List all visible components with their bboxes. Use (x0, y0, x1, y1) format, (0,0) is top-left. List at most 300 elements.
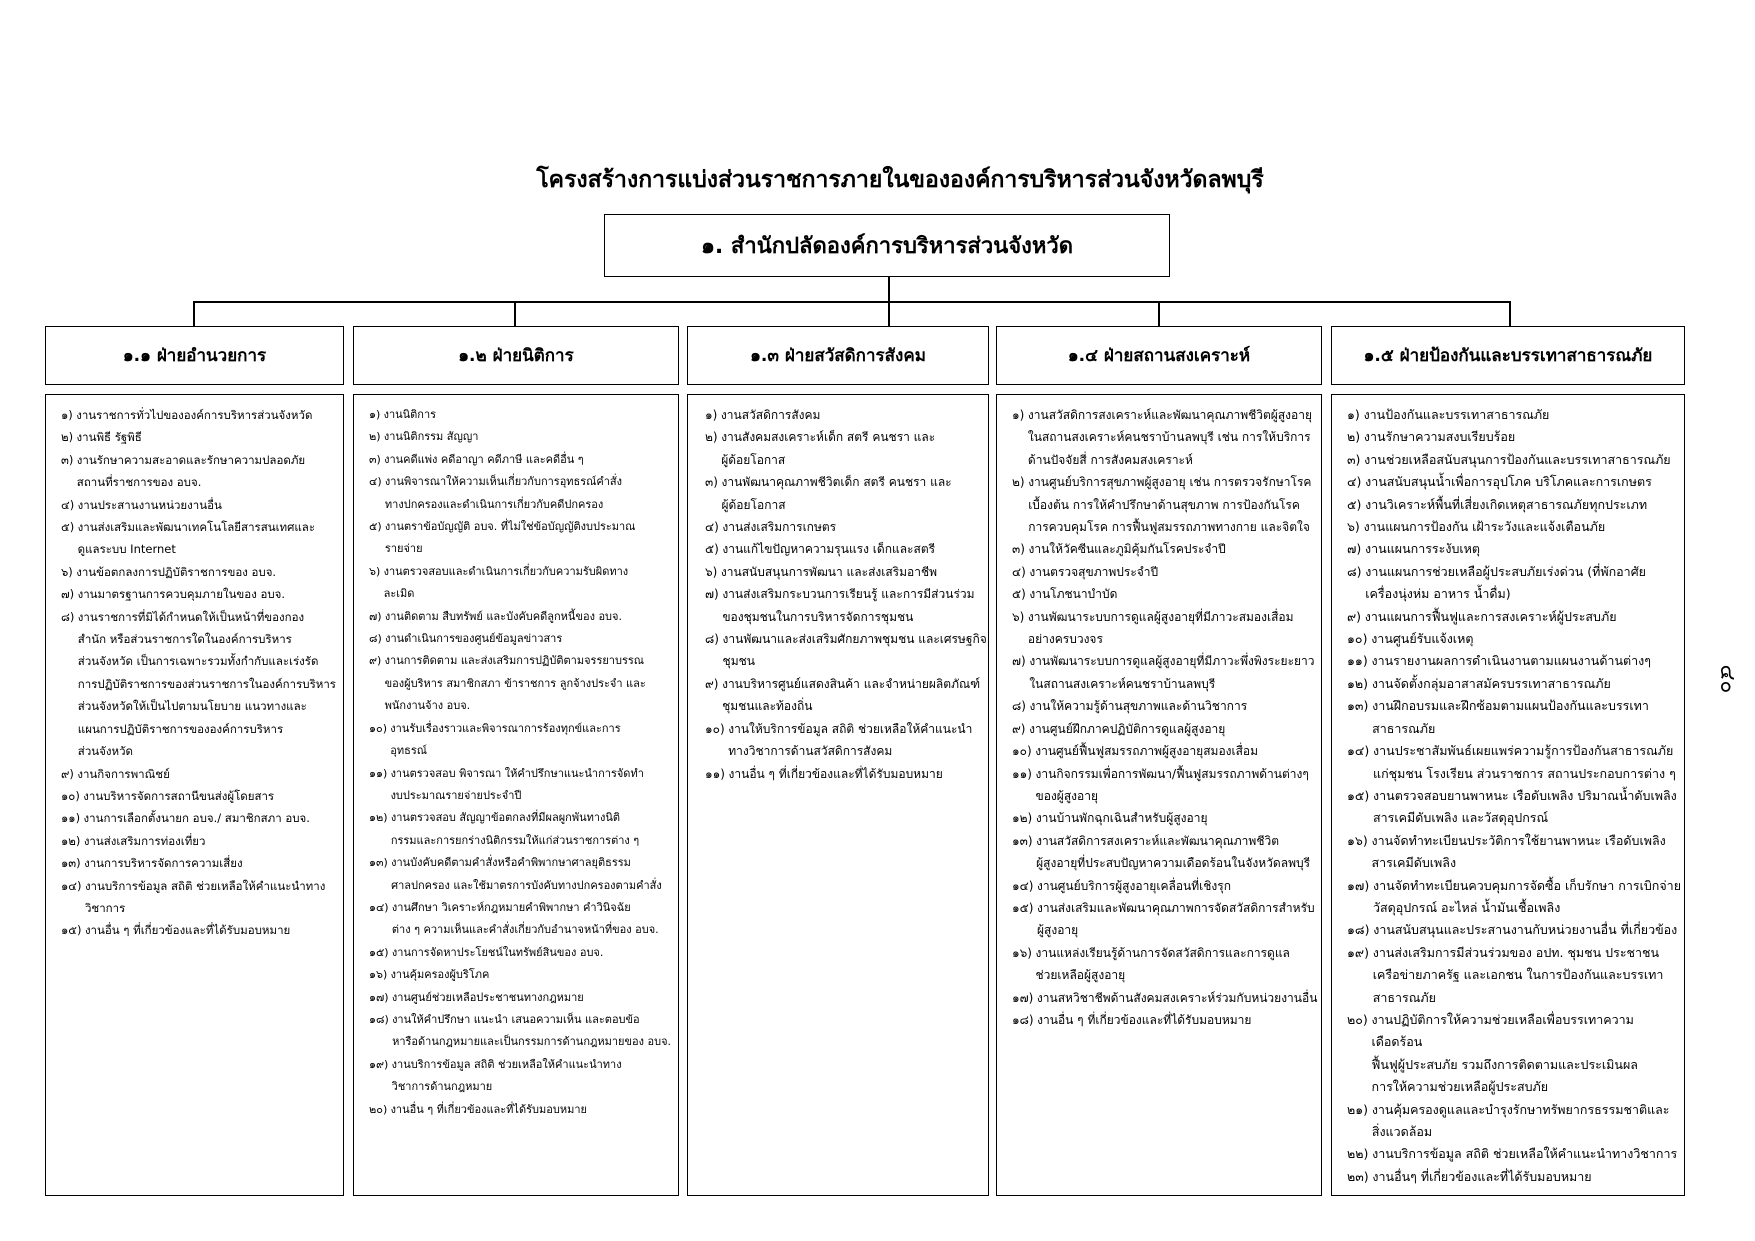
item-number: ๑๗) (1012, 990, 1034, 1005)
item-text-line: งานป้องกันและบรรเทาสาธารณภัย (1363, 407, 1550, 422)
item-text (1364, 404, 1550, 426)
list-item (705, 561, 982, 583)
item-text (1373, 740, 1676, 785)
item-number: ๑๐) (705, 721, 725, 736)
item-text (1029, 561, 1158, 583)
item-text (77, 426, 142, 448)
item-text (729, 763, 943, 785)
list-item (369, 426, 672, 448)
division-task-list (45, 394, 344, 1196)
item-text-line: ส่วนจังหวัด เป็นการเฉพาะรวมทั้งกำกับและเร่งรัด (77, 654, 319, 669)
item-number: ๘) (1347, 563, 1362, 579)
item-text (1036, 830, 1310, 875)
list-item (369, 852, 672, 897)
item-number: ๙) (369, 654, 382, 668)
item-number: ๒๐) (1347, 1011, 1368, 1027)
item-text-line: งานส่งเสริมการท่องเที่ยว (83, 833, 206, 848)
item-number: ๑๕) (369, 945, 389, 959)
item-text-line: งานแผนการป้องกัน เฝ้าระวังและแจ้งเตือนภัย (1363, 519, 1606, 535)
list-item (61, 516, 337, 561)
item-text-line: งานฝึกอบรมและฝึกซ้อมตามแผนป้องกันและบรรเทา (1372, 698, 1649, 714)
item-number: ๕) (1012, 587, 1026, 602)
item-text-line: งานตรวจสอบและดำเนินการเกี่ยวกับความรับผิดทาง (383, 564, 629, 578)
page-number: ๔๐ (1716, 664, 1740, 694)
item-text-line: งานพัฒนาและส่งเสริมศักยภาพชุมชน และเศรษฐกิจ (722, 632, 987, 647)
list-item (1347, 628, 1678, 650)
list-item (705, 471, 982, 516)
item-text (384, 426, 479, 448)
item-text-line: พนักงานจ้าง อบจ. (384, 699, 471, 713)
item-text-line: งานตรวจสอบ พิจารณา ให้คำปรึกษาแนะนำการจัดทำ (390, 766, 644, 780)
item-text-line: แผนการปฏิบัติราชการขององค์การบริหาร (77, 721, 284, 736)
item-text-line: ชุมชน (722, 654, 755, 669)
list-item (1347, 538, 1678, 560)
item-number: ๙) (705, 676, 719, 691)
item-number: ๑๒) (1012, 811, 1033, 826)
list-item (369, 628, 672, 650)
item-text-line: งานอื่น ๆ ที่เกี่ยวข้องและที่ได้รับมอบหมาย (84, 923, 291, 938)
list-item (1012, 875, 1315, 897)
item-number: ๕) (369, 520, 382, 534)
list-item (705, 538, 982, 560)
item-text-line: ของผู้บริหาร สมาชิกสภา ข้าราชการ ลูกจ้างประจำ และ (384, 676, 646, 690)
item-text (1372, 695, 1649, 740)
item-text-line: สาธารณภัย (1372, 989, 1436, 1005)
list-item (61, 807, 337, 829)
item-text (1372, 1009, 1638, 1099)
item-number: ๑๙) (1347, 944, 1369, 960)
item-number: ๗) (1347, 541, 1362, 557)
item-text (385, 471, 622, 516)
item-text-line: งานการติดตาม และส่งเสริมการปฏิบัติตามจรรยาบรรณ (384, 654, 644, 668)
item-text (384, 404, 436, 426)
connector-line (888, 277, 890, 302)
item-text-line: เครือข่ายภาครัฐ และเอกชน ในการป้องกันและบรรเทา (1372, 967, 1664, 983)
item-text-line: งานติดตาม สืบทรัพย์ และบังคับคดีลูกหนี้ของ อบจ. (384, 609, 622, 623)
item-text-line: ของชุมชนในการบริหารจัดการชุมชน (722, 609, 914, 624)
item-text (1028, 471, 1311, 538)
item-text-line: ฟื้นฟูผู้ประสบภัย รวมถึงการติดตามและประเมินผล (1371, 1056, 1638, 1072)
item-number: ๙) (61, 766, 74, 781)
item-text-line: งานบริการข้อมูล สถิติ ช่วยเหลือให้คำแนะนำทางวิชาการ (1372, 1146, 1678, 1162)
item-number: ๗) (705, 587, 719, 602)
item-text-line: ผู้ด้อยโอกาส (721, 497, 786, 512)
item-text-line: งานศูนย์บริการผู้สูงอายุเคลื่อนที่เชิงรุก (1036, 878, 1231, 893)
item-text-line: วิชาการด้านกฎหมาย (391, 1080, 493, 1094)
item-text-line: ต่าง ๆ ความเห็นและคำสั่งเกี่ยวกับอำนาจหน้าที่ของ อบจ. (391, 923, 659, 937)
item-text-line: งานราชการที่มิได้กำหนดให้เป็นหน้าที่ของกอง (77, 609, 305, 624)
item-text (728, 718, 972, 763)
connector-line (193, 301, 1511, 303)
list-item (1347, 606, 1678, 628)
item-text-line: งานมาตรฐานการควบคุมภายในของ อบจ. (77, 587, 286, 602)
list-item (61, 449, 337, 494)
list-item (1012, 650, 1315, 695)
item-text-line: งานแผนการช่วยเหลือผู้ประสบภัยเร่งด่วน (ที่พักอาศัย (1365, 563, 1646, 579)
item-text (84, 852, 243, 874)
item-text (722, 673, 980, 718)
item-number: ๕) (1347, 496, 1362, 512)
list-item (1012, 763, 1315, 808)
item-number: ๘) (1012, 699, 1026, 714)
item-text (392, 897, 659, 942)
list-item (1347, 740, 1678, 785)
list-item (705, 673, 982, 718)
list-item (1012, 830, 1315, 875)
item-text (76, 561, 276, 583)
item-number: ๑๐) (61, 788, 80, 803)
item-number: ๑๔) (1347, 743, 1370, 759)
item-text-line: งานศูนย์ฟื้นฟูสมรรถภาพผู้สูงอายุสมองเสื่อม (1035, 744, 1259, 759)
item-text (385, 516, 635, 561)
item-number: ๖) (705, 564, 718, 579)
item-text-line: รายจ่าย (384, 542, 423, 556)
item-number: ๒) (1012, 475, 1025, 490)
item-number: ๑๕) (61, 923, 82, 938)
list-item (1012, 404, 1315, 471)
item-text (384, 561, 629, 606)
item-text-line: ส่วนจังหวัด (77, 744, 133, 759)
list-item (1012, 695, 1315, 717)
connector-line (514, 301, 516, 326)
item-text (1372, 673, 1611, 695)
list-item (61, 919, 337, 941)
item-text-line: งานสนับสนุนและประสานงานกับหน่วยงานอื่น ที่เกี่ยวข้อง (1373, 922, 1678, 938)
item-number: ๑๑) (61, 811, 81, 826)
item-text (1028, 538, 1225, 560)
item-text-line: แก่ชุมชน โรงเรียน ส่วนราชการ สถานประกอบการต่าง ๆ (1373, 765, 1676, 781)
item-number: ๖) (1347, 519, 1360, 535)
item-text (1035, 740, 1258, 762)
item-number: ๒) (1347, 429, 1361, 445)
item-text (1037, 987, 1318, 1009)
item-text (1029, 650, 1314, 695)
item-number: ๕) (61, 520, 75, 535)
item-text (391, 763, 644, 808)
item-text (1373, 875, 1681, 920)
list-item (1347, 875, 1682, 920)
item-number: ๑) (369, 408, 381, 421)
item-text-line: ส่วนจังหวัดให้เป็นไปตามนโยบาย แนวทางและ (77, 699, 307, 714)
list-item (369, 1009, 672, 1054)
item-number: ๑๔) (369, 900, 389, 914)
item-text-line: งานการเลือกตั้งนายก อบจ./ สมาชิกสภา อบจ. (83, 811, 310, 826)
item-text-line: ในสถานสงเคราะห์คนชราบ้านลพบุรี (1029, 676, 1216, 691)
item-text (1372, 1166, 1591, 1188)
list-item (1012, 897, 1315, 942)
item-text (1036, 763, 1309, 808)
item-text-line: ผู้สูงอายุ (1036, 923, 1079, 938)
item-text-line: งานสวัสดิการสังคม (720, 408, 821, 422)
list-item (1012, 538, 1315, 560)
list-item (369, 964, 672, 986)
item-text-line: งานการจัดหาประโยชน์ในทรัพย์สินของ อบจ. (391, 945, 604, 959)
item-text-line: งานพัฒนาระบบการดูแลผู้สูงอายุที่มีภาวะพึ่งพิงระยะยาว (1029, 654, 1315, 669)
item-number: ๒) (705, 430, 718, 445)
list-item (1347, 1166, 1678, 1188)
item-number: ๑๒) (61, 833, 81, 848)
item-text (1029, 718, 1225, 740)
item-text-line: งานตราข้อบัญญัติ อบจ. ที่ไม่ใช่ข้อบัญญัติงบประมาณ (384, 520, 636, 534)
list-item (1347, 1099, 1678, 1144)
item-text-line: งานส่งเสริมการเกษตร (722, 520, 837, 535)
item-text-line: งานบริการข้อมูล สถิติ ช่วยเหลือให้คำแนะนำทาง (84, 878, 326, 893)
item-number: ๑๔) (61, 878, 82, 893)
list-item (1012, 718, 1315, 740)
item-text-line: งานอื่น ๆ ที่เกี่ยวข้องและที่ได้รับมอบหมาย (728, 766, 943, 781)
list-item (61, 561, 337, 583)
item-number: ๑๐) (1012, 744, 1032, 759)
item-text-line: งานจัดทำทะเบียนควบคุมการจัดซื้อ เก็บรักษา การเบิกจ่าย (1372, 877, 1682, 893)
item-text (1372, 830, 1666, 875)
item-text-line: งานบ้านพักฉุกเฉินสำหรับผู้สูงอายุ (1035, 811, 1208, 826)
item-text-line: งานส่งเสริมกระบวนการเรียนรู้ และการมีส่วนร่วม (722, 587, 975, 602)
item-number: ๑๘) (1012, 1012, 1034, 1027)
item-text (1373, 785, 1677, 830)
item-text-line: งานศูนย์บริการสุขภาพผู้สูงอายุ เช่น การตรวจรักษาโรค (1028, 475, 1312, 490)
item-text-line: งานจัดทำทะเบียนประวัติการใช้ยานพาหนะ เรือดับเพลิง (1371, 832, 1666, 848)
item-text-line: งานรายงานผลการดำเนินงานตามแผนงานด้านต่างๆ (1371, 653, 1651, 669)
item-text (391, 807, 639, 852)
item-text (1372, 650, 1651, 672)
item-text-line: ผู้ด้อยโอกาส (721, 452, 786, 467)
item-number: ๑๘) (369, 1012, 389, 1026)
item-text-line: งานการบริหารจัดการความเสี่ยง (84, 856, 243, 871)
list-item (1347, 449, 1678, 471)
list-item (369, 1099, 672, 1121)
item-text (84, 807, 310, 829)
item-number: ๑๑) (705, 766, 725, 781)
list-item (1347, 494, 1678, 516)
list-item (1347, 426, 1678, 448)
list-item (705, 628, 987, 673)
item-number: ๖) (369, 564, 381, 578)
list-item (1012, 807, 1315, 829)
item-text-line: งานปฏิบัติการให้ความช่วยเหลือเพื่อบรรเทาความ (1371, 1011, 1634, 1027)
item-text (1372, 1099, 1670, 1144)
item-number: ๕) (705, 542, 719, 557)
division-heading: ๑.๑ ฝ่ายอำนวยการ (45, 326, 344, 385)
item-text (1365, 606, 1617, 628)
list-item (369, 763, 672, 808)
item-number: ๘) (61, 609, 75, 624)
item-text (1373, 942, 1664, 1009)
item-number: ๑) (1347, 407, 1360, 422)
list-item (705, 404, 982, 426)
item-text (1364, 426, 1515, 448)
list-item (369, 650, 672, 717)
item-text (78, 494, 222, 516)
item-number: ๓) (369, 452, 381, 466)
item-number: ๔) (369, 475, 382, 489)
list-item (1012, 740, 1315, 762)
item-text-line: งานพิธี รัฐพิธี (76, 430, 142, 445)
list-item (1347, 561, 1678, 606)
item-number: ๒๓) (1347, 1168, 1369, 1184)
division-task-list (996, 394, 1322, 1196)
item-number: ๗) (1012, 654, 1026, 669)
page-title: โครงสร้างการแบ่งส่วนราชการภายในขององค์การบริหารส่วนจังหวัดลพบุรี (536, 167, 1264, 193)
list-item (705, 426, 982, 471)
item-text-line: งานตรวจสอบยานพาหนะ เรือดับเพลิง ปริมาณน้ำดับเพลิง (1373, 787, 1677, 803)
item-text-line: งานอื่น ๆ ที่เกี่ยวข้องและที่ได้รับมอบหมาย (1037, 1012, 1252, 1027)
item-number: ๑๒) (369, 811, 388, 825)
item-text (1372, 1143, 1677, 1165)
item-number: ๗) (61, 587, 75, 602)
list-item (1012, 942, 1315, 987)
item-text-line: งานอื่นๆ ที่เกี่ยวข้องและที่ได้รับมอบหมาย (1372, 1168, 1592, 1184)
item-text-line: งานอื่น ๆ ที่เกี่ยวข้องและที่ได้รับมอบหมาย (390, 1102, 587, 1116)
item-number: ๓) (1012, 542, 1025, 557)
item-number: ๒๐) (369, 1102, 388, 1116)
item-text (77, 763, 169, 785)
item-text-line: งานดำเนินการของศูนย์ข้อมูลข่าวสาร (385, 632, 563, 646)
item-text (76, 404, 312, 426)
item-text-line: สารเคมีดับเพลิง และวัสดุอุปกรณ์ (1373, 810, 1549, 826)
item-text (85, 875, 325, 920)
item-number: ๑๔) (1012, 878, 1034, 893)
root-unit-box: ๑. สำนักปลัดองค์การบริหารส่วนจังหวัด (604, 214, 1170, 277)
list-item (369, 897, 672, 942)
item-number: ๑๒) (1347, 675, 1369, 691)
list-item (369, 471, 672, 516)
list-item (1347, 471, 1678, 493)
item-number: ๔) (705, 520, 719, 535)
list-item (61, 785, 337, 807)
item-text-line: งานบริหารจัดการสถานีขนส่งผู้โดยสาร (83, 788, 275, 803)
item-text-line: งานแผนการระงับเหตุ (1365, 541, 1481, 557)
item-text (384, 449, 584, 471)
item-text-line: งานช่วยเหลือสนับสนุนการป้องกันและบรรเทาสาธารณภัย (1364, 451, 1671, 467)
item-text (1030, 695, 1248, 717)
item-number: ๒) (369, 430, 381, 444)
item-text-line: งานคุ้มครองผู้บริโภค (390, 968, 490, 982)
item-text (84, 830, 206, 852)
item-text-line: งานพัฒนาระบบการดูแลผู้สูงอายุที่มีภาวะสมองเสื่อม (1027, 609, 1294, 624)
item-text-line: ช่วยเหลือผู้สูงอายุ (1035, 968, 1126, 983)
item-text (385, 628, 562, 650)
list-item (369, 807, 672, 852)
item-text (1036, 807, 1208, 829)
item-text-line: งานตรวจสุขภาพประจำปี (1029, 564, 1159, 579)
list-item (1012, 561, 1315, 583)
list-item (61, 852, 337, 874)
list-item (61, 763, 337, 785)
list-item (705, 516, 982, 538)
item-number: ๑๓) (369, 856, 388, 870)
item-text-line: งานนิติกรรม สัญญา (383, 430, 479, 444)
list-item (369, 606, 672, 628)
item-text-line: งานสวัสดิการสงเคราะห์และพัฒนาคุณภาพชีวิตผู้สูงอายุ (1027, 408, 1312, 422)
item-text-line: ทางปกครองและดำเนินการเกี่ยวกับคดีปกครอง (384, 497, 604, 511)
item-text (77, 449, 305, 494)
list-item (705, 583, 982, 628)
item-text-line: งานข้อตกลงการปฏิบัติราชการของ อบจ. (76, 564, 277, 579)
item-number: ๗) (369, 609, 382, 623)
item-text-line: งานพัฒนาคุณภาพชีวิตเด็ก สตรี คนชรา และ (721, 475, 952, 490)
item-text-line: งานพิจารณาให้ความเห็นเกี่ยวกับการอุทธรณ์คำสั่ง (384, 475, 623, 489)
connector-line (1158, 301, 1160, 326)
item-text-line: งานศูนย์รับแจ้งเหตุ (1371, 631, 1474, 647)
item-text (1365, 471, 1652, 493)
list-item (1012, 583, 1315, 605)
item-text-line: งานกิจกรรมเพื่อการพัฒนา/ฟื้นฟูสมรรถภาพด้านต่างๆ (1035, 766, 1309, 781)
division-heading: ๑.๓ ฝ่ายสวัสดิการสังคม (687, 326, 989, 385)
item-number: ๒๒) (1347, 1146, 1369, 1162)
item-text (78, 606, 336, 763)
item-text-line: ด้านปัจจัยสี่ การสังคมสงเคราะห์ (1027, 452, 1193, 467)
item-text-line: งานสนับสนุนการพัฒนา และส่งเสริมอาชีพ (720, 564, 938, 579)
item-text-line: งานคดีแพ่ง คดีอาญา คดีภาษี และคดีอื่น ๆ (384, 452, 584, 466)
item-text (721, 404, 821, 426)
item-number: ๙) (1012, 721, 1026, 736)
item-text-line: งานบริการข้อมูล สถิติ ช่วยเหลือให้คำแนะนำทาง (391, 1057, 622, 1071)
item-text-line: อุทธรณ์ (390, 744, 427, 758)
item-text-line: ดูแลระบบ Internet (77, 542, 176, 557)
list-item (1347, 695, 1678, 740)
item-text (385, 606, 622, 628)
item-text-line: ในสถานสงเคราะห์คนชราบ้านลพบุรี เช่น การให้บริการ (1027, 430, 1311, 445)
item-number: ๑๑) (1347, 653, 1368, 669)
item-text (1037, 1009, 1251, 1031)
item-text-line: งานแก้ไขปัญหาความรุนแรง เด็กและสตรี (722, 542, 936, 557)
item-text-line: งานวิเคราะห์พื้นที่เสี่ยงเกิดเหตุสาธารณภัยทุกประเภท (1365, 496, 1648, 512)
division-heading: ๑.๒ ฝ่ายนิติการ (353, 326, 679, 385)
item-number: ๔) (1347, 474, 1362, 490)
item-text (392, 1009, 671, 1054)
list-item (61, 875, 337, 920)
item-text-line: การควบคุมโรค การฟื้นฟูสมรรถภาพทางกาย และจิตใจ (1028, 520, 1310, 535)
item-text (1365, 538, 1480, 560)
item-text-line: งานรักษาความสงบเรียบร้อย (1363, 429, 1516, 445)
list-item (61, 830, 337, 852)
item-text-line: เบื้องต้น การให้คำปรึกษาด้านสุขภาพ การป้องกันโรค (1028, 497, 1300, 512)
item-text-line: งานแผนการฟื้นฟูและการสงเคราะห์ผู้ประสบภัย (1364, 608, 1617, 624)
item-text (722, 538, 935, 560)
item-number: ๓) (61, 452, 74, 467)
item-number: ๔) (61, 497, 75, 512)
item-text (721, 426, 935, 471)
division-task-list (1331, 394, 1685, 1196)
item-number: ๑๓) (1012, 833, 1033, 848)
item-number: ๘) (705, 632, 719, 647)
item-text-line: ของผู้สูงอายุ (1035, 788, 1098, 803)
item-number: ๑๓) (1347, 698, 1369, 714)
list-item (1347, 650, 1678, 672)
item-number: ๙) (1347, 608, 1362, 624)
item-text-line: ศาลปกครอง และใช้มาตรการบังคับทางปกครองตามคำสั่ง (391, 878, 662, 892)
item-number: ๓) (705, 475, 718, 490)
item-text (78, 583, 286, 605)
item-text-line: งานสนับสนุนน้ำเพื่อการอุปโภค บริโภคและการเกษตร (1365, 474, 1652, 490)
item-text-line: งานคุ้มครองดูแลและบำรุงรักษาทรัพยากรธรรมชาติและ (1371, 1101, 1670, 1117)
list-item (369, 1054, 672, 1099)
item-text (1364, 449, 1670, 471)
item-text-line: เครื่องนุ่งห่ม อาหาร น้ำดื่ม) (1365, 586, 1511, 602)
list-item (61, 606, 337, 763)
item-text-line: งานกิจการพาณิชย์ (77, 766, 170, 781)
item-text-line: ผู้สูงอายุที่ประสบปัญหาความเดือดร้อนในจังหวัดลพบุรี (1036, 856, 1311, 871)
item-text (390, 718, 620, 763)
list-item (1012, 471, 1315, 538)
item-text-line: ชุมชนและท้องถิ่น (722, 699, 813, 714)
item-text-line: สารเคมีดับเพลิง (1371, 855, 1457, 871)
list-item (369, 449, 672, 471)
connector-line (888, 301, 890, 326)
division-task-list (687, 394, 989, 1196)
list-item (705, 718, 982, 763)
item-text (1036, 942, 1290, 987)
